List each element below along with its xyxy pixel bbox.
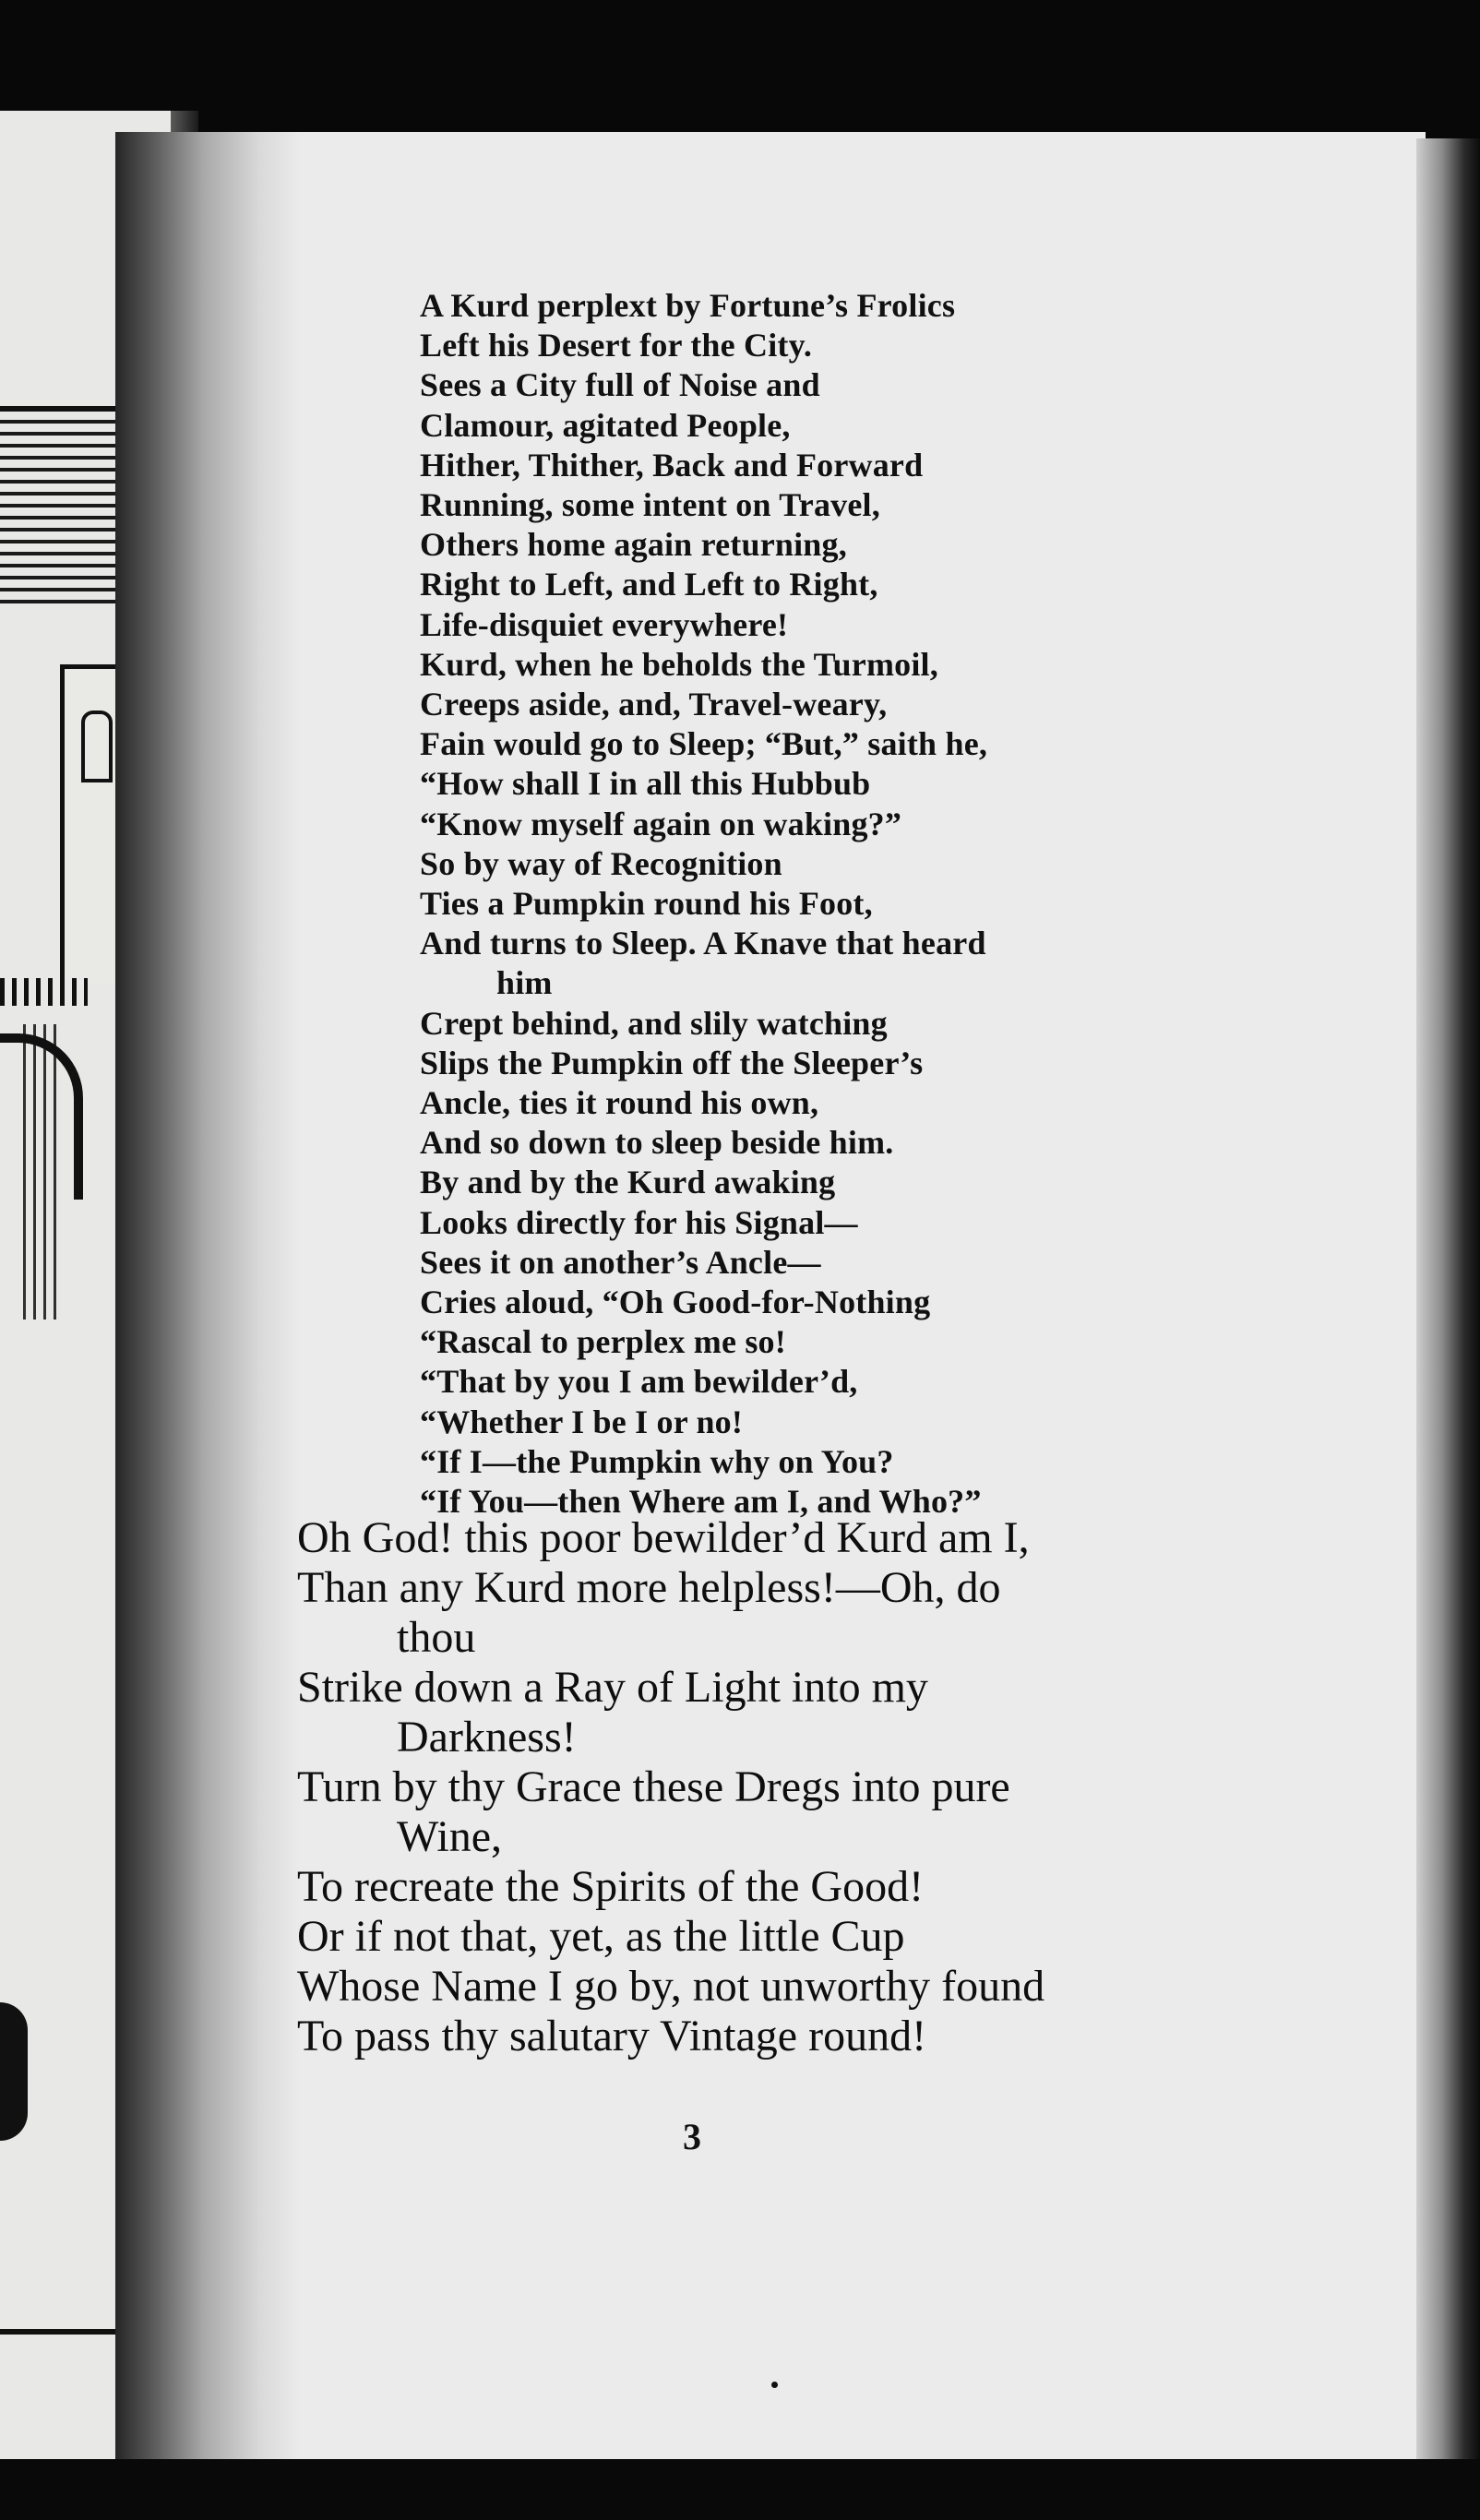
page-edge	[1416, 138, 1480, 2464]
verse-line: Slips the Pumpkin off the Sleeper’s	[420, 1044, 924, 1081]
verse-line: Others home again returning,	[420, 526, 847, 564]
prayer-line: Than any Kurd more helpless!—Oh, do	[297, 1563, 1001, 1612]
verse-line: Running, some intent on Travel,	[420, 486, 880, 524]
verse-line: Life-disquiet everywhere!	[420, 605, 789, 643]
prayer-line: Oh God! this poor bewilder’d Kurd am I,	[297, 1513, 1030, 1562]
verse-line: “Whether I be I or no!	[420, 1403, 744, 1440]
verse-line: Fain would go to Sleep; “But,” saith he,	[420, 725, 988, 763]
verse-line: Creeps aside, and, Travel-weary,	[420, 686, 888, 723]
verse-line: “How shall I in all this Hubbub	[420, 765, 871, 803]
page-gutter-shadow	[115, 132, 300, 2462]
verse-line: “If I—the Pumpkin why on You?	[420, 1442, 894, 1480]
verse-line: Cries aloud, “Oh Good-for-Nothing	[420, 1284, 931, 1321]
verse-line-continuation: him	[496, 964, 553, 1002]
page-number: 3	[683, 2116, 701, 2157]
prayer-line: Or if not that, yet, as the little Cup	[297, 1912, 905, 1961]
verse-line: Kurd, when he beholds the Turmoil,	[420, 645, 938, 683]
prayer-verse	[297, 1513, 1044, 2061]
verse-line: “If You—then Where am I, and Who?”	[420, 1483, 982, 1521]
verse-line: Clamour, agitated People,	[420, 406, 791, 444]
verse-line: Looks directly for his Signal—	[420, 1203, 858, 1241]
verse-line: “Know myself again on waking?”	[420, 805, 902, 842]
verse-line: Sees it on another’s Ancle—	[420, 1243, 821, 1281]
verse-line: And so down to sleep beside him.	[420, 1124, 894, 1162]
scan-background-bottom	[0, 2459, 1480, 2520]
ink-speck	[771, 2382, 778, 2388]
illustration-window	[81, 711, 113, 782]
prayer-line-continuation: Wine,	[397, 1812, 503, 1861]
scan-background-top	[0, 0, 1480, 138]
verse-line: Left his Desert for the City.	[420, 327, 813, 364]
prayer-line: Strike down a Ray of Light into my	[297, 1663, 928, 1712]
illustration-columns	[23, 1024, 60, 1320]
prayer-line: Whose Name I go by, not unworthy found	[297, 1962, 1045, 2011]
verse-line: So by way of Recognition	[420, 844, 782, 882]
verse-line: Right to Left, and Left to Right,	[420, 566, 878, 603]
illustration-dark-shape	[0, 2002, 28, 2141]
verse-line: Ancle, ties it round his own,	[420, 1084, 819, 1122]
verse-line: Hither, Thither, Back and Forward	[420, 446, 924, 484]
verse-line: Sees a City full of Noise and	[420, 366, 820, 404]
prayer-line: To recreate the Spirits of the Good!	[297, 1862, 925, 1911]
prayer-line-continuation: Darkness!	[397, 1713, 577, 1762]
prayer-line: Turn by thy Grace these Dregs into pure	[297, 1762, 1010, 1811]
kurd-story-verse	[420, 286, 987, 1522]
prayer-line-continuation: thou	[397, 1613, 476, 1662]
verse-line: Ties a Pumpkin round his Foot,	[420, 885, 873, 923]
verse-line: A Kurd perplext by Fortune’s Frolics	[420, 287, 956, 324]
verse-line: Crept behind, and slily watching	[420, 1004, 888, 1042]
verse-line: “Rascal to perplex me so!	[420, 1323, 786, 1361]
verse-line: And turns to Sleep. A Knave that heard	[420, 925, 986, 962]
verse-line: By and by the Kurd awaking	[420, 1164, 836, 1201]
verse-line: “That by you I am bewilder’d,	[420, 1363, 858, 1401]
prayer-line: To pass thy salutary Vintage round!	[297, 2012, 927, 2060]
illustration-ledge	[0, 978, 88, 1006]
